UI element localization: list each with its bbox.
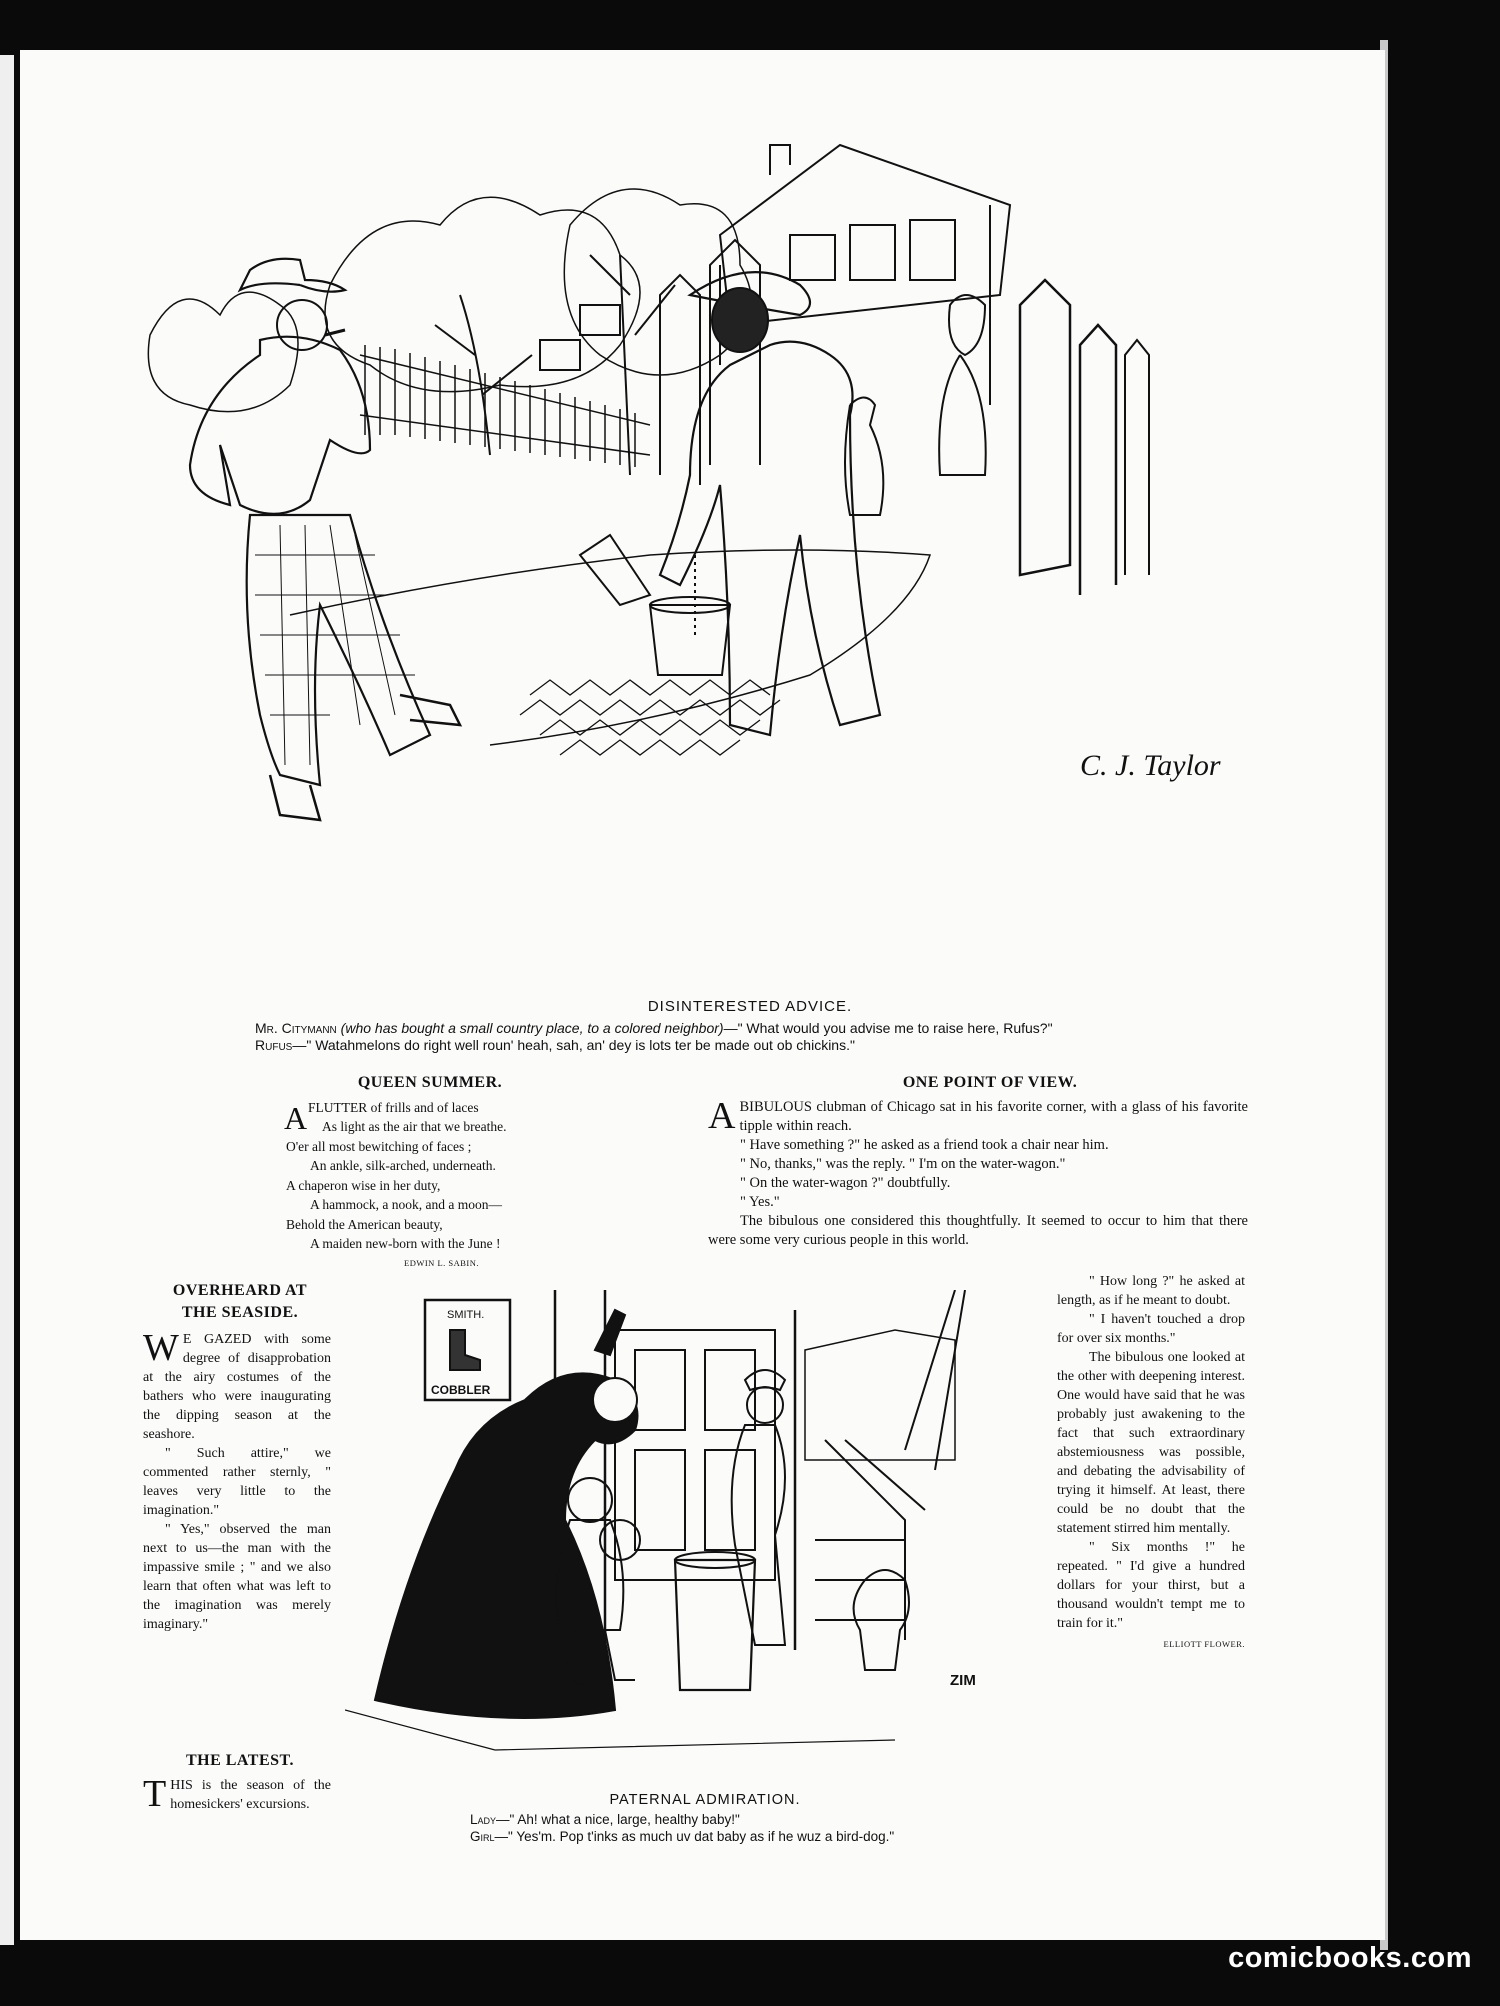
caption-speaker-rufus: Rufus xyxy=(255,1037,293,1053)
cartoon2-caption-line2 xyxy=(470,1829,894,1844)
one-point-body xyxy=(708,1095,1248,1250)
cartoon2-signature: ZIM xyxy=(950,1672,976,1689)
one-point-paragraph: " No, thanks," was the reply. " I'm on the water-wagon." xyxy=(740,1156,1066,1172)
caption-speaker-girl: Girl xyxy=(470,1829,495,1844)
overheard-intro-text: E GAZED with some degree of disapprobation at the airy costumes of the bathers who were inaugurating the dipping season at the seashore. xyxy=(143,1332,331,1442)
cartoon-drawing-1 xyxy=(130,135,1270,995)
one-point-intro xyxy=(708,1095,1248,1137)
one-point-title: ONE POINT OF VIEW. xyxy=(902,1074,1078,1091)
cartoon1-caption-title: DISINTERESTED ADVICE. xyxy=(647,998,853,1015)
one-point-paragraph: " On the water-wagon ?" doubtfully. xyxy=(740,1175,951,1191)
one-point-paragraph: " How long ?" he asked at length, as if he meant to doubt. xyxy=(1057,1274,1245,1308)
one-point-paragraph: " Have something ?" he asked as a friend took a chair near him. xyxy=(740,1137,1109,1153)
cartoon2-caption-line1 xyxy=(470,1812,740,1827)
overheard-drop-cap: W xyxy=(143,1327,179,1369)
latest-text: HIS is the season of the homesickers' excursions. xyxy=(170,1778,331,1812)
poem-line: A maiden new-born with the June ! xyxy=(310,1236,501,1251)
one-point-byline: ELLIOTT FLOWER. xyxy=(1163,1639,1245,1649)
caption-speaker-lady: Lady xyxy=(470,1812,497,1827)
caption-speaker-citymann: Mr. Citymann xyxy=(255,1020,337,1036)
cartoon2-caption-title: PATERNAL ADMIRATION. xyxy=(609,1792,801,1808)
cartoon-paternal-admiration xyxy=(345,1290,1045,1780)
poem-line: A chaperon wise in her duty, xyxy=(286,1178,441,1193)
scan-left-strip xyxy=(0,55,14,1945)
queen-summer-drop-cap: A xyxy=(284,1100,308,1136)
site-watermark: comicbooks.com xyxy=(1228,1942,1472,1974)
one-point-paragraph: " Six months !" he repeated. " I'd give a hundred dollars for your thirst, but a thousand wouldn't tempt me to train for it." xyxy=(1057,1540,1245,1631)
caption-quote-1: —" What would you advise me to raise here, Rufus?" xyxy=(723,1020,1053,1036)
one-point-paragraph: The bibulous one considered this thoughtfully. It seemed to occur to him that there were some very curious people in this world. xyxy=(708,1213,1248,1248)
latest-drop-cap: T xyxy=(143,1773,167,1815)
overheard-intro xyxy=(143,1327,331,1444)
one-point-paragraph: " Yes." xyxy=(740,1194,780,1210)
caption-quote-lady: —" Ah! what a nice, large, healthy baby!" xyxy=(496,1812,740,1827)
one-point-paragraph: " I haven't touched a drop for over six months." xyxy=(1057,1312,1245,1346)
one-point-intro-text: BIBULOUS clubman of Chicago sat in his favorite corner, with a glass of his favorite tipple within reach. xyxy=(739,1099,1248,1134)
cartoon-disinterested-advice xyxy=(130,135,1270,995)
poem-line: Behold the American beauty, xyxy=(286,1217,443,1232)
caption-quote-2: —" Watahmelons do right well roun' heah, sah, an' dey is lots ter be made out ob chickins." xyxy=(292,1037,855,1053)
cartoon1-signature: C. J. Taylor xyxy=(1080,749,1221,782)
overheard-body xyxy=(143,1327,331,1634)
cartoon1-caption-line2 xyxy=(255,1037,1255,1053)
overheard-title xyxy=(140,1280,340,1324)
latest-body xyxy=(143,1773,331,1815)
cobbler-sign-name: SMITH. xyxy=(447,1309,485,1321)
poem-line: FLUTTER of frills and of laces xyxy=(308,1100,479,1115)
cartoon1-caption-line1 xyxy=(255,1020,1255,1036)
overheard-paragraph: " Yes," observed the man next to us—the man with the impassive smile ; " and we also learn that often what was left to the imagination was merely imaginary." xyxy=(143,1522,331,1632)
overheard-title-line2: THE SEASIDE. xyxy=(181,1304,299,1321)
poem-line: As light as the air that we breathe. xyxy=(322,1119,507,1134)
poem-line: O'er all most bewitching of faces ; xyxy=(286,1139,472,1154)
caption-aside: (who has bought a small country place, to a colored neighbor) xyxy=(340,1020,724,1036)
cobbler-sign-label: COBBLER xyxy=(431,1383,491,1397)
overheard-title-line1: OVERHEARD AT xyxy=(172,1282,308,1299)
overheard-paragraph: " Such attire," we commented rather sternly, " leaves very little to the imagination." xyxy=(143,1446,331,1518)
one-point-paragraph: The bibulous one looked at the other with deepening interest. One would have said that he was probably just awakening to the fact that such extraordinary abstemiousness was possible, and debating the advisability of trying it himself. At least, there could be no doubt that the statement stirred him mentally. xyxy=(1057,1350,1245,1536)
cartoon-drawing-2 xyxy=(345,1290,1045,1780)
one-point-narrow-column xyxy=(1057,1272,1245,1654)
queen-summer-byline: EDWIN L. SABIN. xyxy=(404,1258,480,1268)
poem-line: A hammock, a nook, and a moon— xyxy=(310,1197,502,1212)
latest-title: THE LATEST. xyxy=(185,1752,295,1769)
poem-line: An ankle, silk-arched, underneath. xyxy=(310,1158,496,1173)
one-point-drop-cap: A xyxy=(708,1095,736,1137)
caption-quote-girl: —" Yes'm. Pop t'inks as much uv dat baby as if he wuz a bird-dog." xyxy=(494,1829,895,1844)
queen-summer-title: QUEEN SUMMER. xyxy=(357,1074,503,1091)
